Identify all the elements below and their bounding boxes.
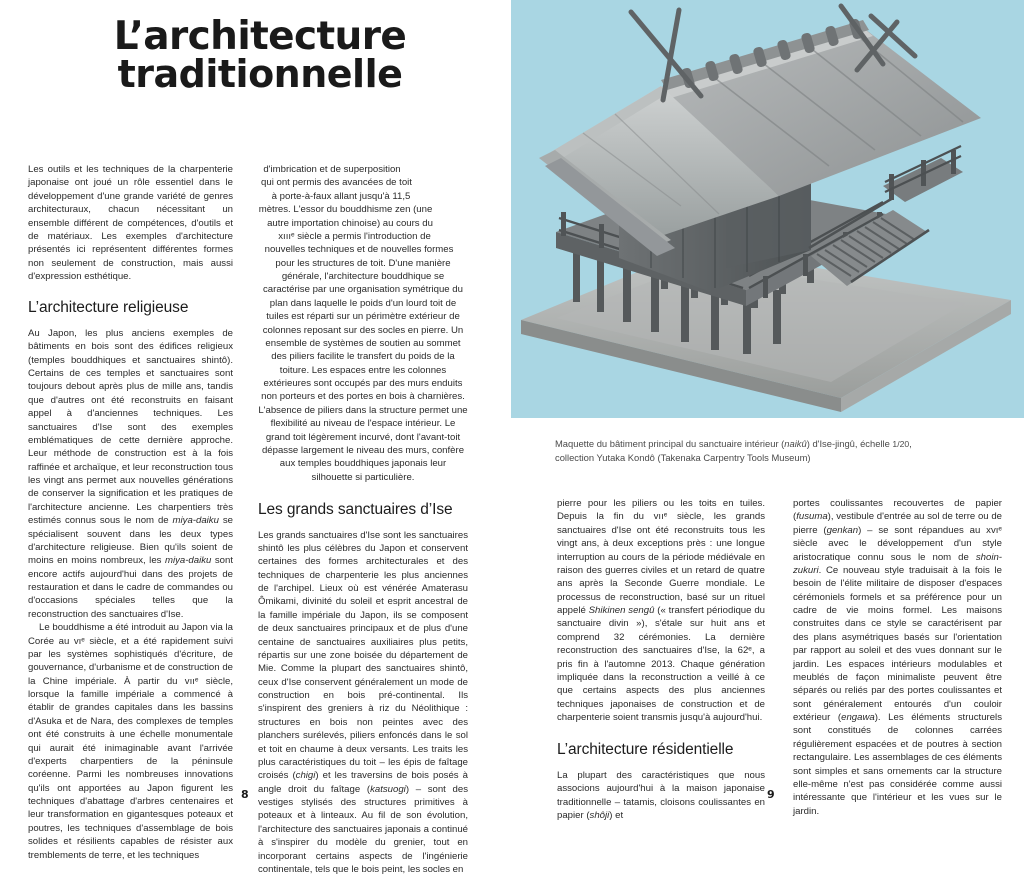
- col1-p1-part-a: Au Japon, les plus anciens exemples de bâtiments en bois sont des édifices religieux (temples bouddhiques et sanctuaires shintô). Certains de ces temples et sanctuaires sont toujours debout après plus de mille ans, tandis que d'autres ont été reconstruits en faisant appel à d'anciennes techniques. Les sanctuaires d'Ise sont des exemples emblématiques de cette dernière approche. Leur méthode de construction est à la fois raffinée et archaïque, et leur reconstruction tous les vingt ans permet aux nouvelles générations de conserver la signification et les pratiques de l'architecture ancienne. Les charpentiers très estimés connus sous le nom de: [28, 327, 233, 527]
- col4-paragraph-1: [793, 497, 1002, 818]
- photo-caption: [555, 437, 1005, 464]
- caption-line-2: collection Yutaka Kondô (Takenaka Carpentry Tools Museum): [555, 451, 811, 463]
- col4-italic-engawa: engawa: [841, 712, 875, 723]
- col1-paragraph-2: Le bouddhisme a été introduit au Japon via la Corée au vıᵉ siècle, et a été rapidement suivi par les systèmes sophistiqués d'écriture, de gouvernance, d'urbanisme et de construction de la Chine impériale. À partir du vııᵉ siècle, lorsque la famille impériale a commencé à établir de grandes capitales dans les bassins d'Asuka et de Nara, des complexes de temples ont été construits à une échelle monumentale qui aurait été inimaginable avant l'arrivée d'experts charpentiers de la péninsule coréenne. Parmi les nombreuses innovations qu'ils ont apportées au Japon figurent les techniques d'abattage d'arbres centenaires et leur transformation en gigantesques poteaux et poutres, les techniques d'assemblage de bois solides et résilients capables de résister aux tremblements de terre, et les techniques: [28, 622, 233, 861]
- caption-italic-naiku: naikû: [784, 438, 807, 449]
- caption-text-2: ) d'Ise-jingû, échelle: [806, 438, 893, 449]
- col3-p2-part-a: La plupart des caractéristiques que nous associons aujourd'hui à la maison japonaise traditionnelle – tatamis, cloisons coulissantes en papier (: [557, 769, 765, 822]
- col1-p1-italic-miya-daiku-1: miya-daiku: [172, 515, 219, 527]
- heading-sanctuaires-ise: Les grands sanctuaires d’Ise: [258, 501, 453, 518]
- col3-p1-italic-shikinen-sengu: Shikinen sengû: [588, 605, 655, 616]
- col2-p2-part-a: Les grands sanctuaires d'Ise sont les sanctuaires shintô les plus célèbres du Japon et conservent certaines des formes architecturales et des techniques de charpenterie les plus anciennes de l'archipel. Lieux où est vénérée Amaterasu Ômikami, divinité du soleil et esprit ancestral de la famille impériale du Japon, ils se composent de deux sanctuaires principaux et de plus d'une centaine de sanctuaires auxiliaires plus petits, répartis sur une zone boisée du département de Mie. Comme la plupart des sanctuaires shintô, ceux d'Ise conservent généralement un mode de construction en bois pré-continental. Ils s'inspirent des greniers à riz du Néolithique : structures en bois non peintes avec des planchers surélevés, piliers enfoncés dans le sol et toit en chaume à deux versants. Les traits les plus caractéristiques du toit – les épis de faîtage croisés (: [258, 529, 468, 782]
- col2-paragraph-2: [258, 529, 468, 876]
- col1-p1-part-c: sont encore actifs aujourd'hui dans des projets de restauration et dans le cadre de commandes ou d'occasions spéciales telles que la reconstruction des sanctuaires d'Ise.: [28, 555, 233, 620]
- heading-architecture-religieuse: L’architecture religieuse: [28, 299, 189, 317]
- col4-part-e: ). Les éléments structurels sont constitués de colonnes carrées régulièrement espacées et de poutres à section rectangulaire. Les assemblages de ces éléments sont simples et sans ornements car la structure elle-même n'est pas considérée comme aussi intéressante que l'intérieur et les vues sur le jardin.: [793, 712, 1002, 817]
- text-column-4: [793, 497, 1002, 818]
- caption-text-3: ,: [909, 438, 912, 449]
- col4-part-d: . Ce nouveau style traduisait à la fois le besoin de l'élite militaire de disposer d'espaces cérémoniels formels et sa préférence pour un cadre de vie moins formel. Les maisons construites dans ce style se caractérisent par des plans asymétriques basés sur l'orientation par rapport au soleil et des vues donnant sur le jardin. Les espaces intérieurs modulables et meublés de façon minimaliste peuvent être séparés ou reliés par des portes coulissantes et sont généralement entourés d'un couloir extérieur (: [793, 564, 1002, 723]
- page-title: [95, 14, 425, 97]
- caption-scale-fraction: 1/20: [892, 439, 910, 449]
- col3-p2-italic-shoji: shôji: [589, 810, 610, 822]
- heading-architecture-residentielle: L’architecture résidentielle: [557, 741, 734, 759]
- col2-paragraph-1: d'imbrication et de superposition qui ont permis des avancées de toit à porte-à-faux allant jusqu'à 11,5 mètres. L'essor du bouddhisme zen (une autre importation chinoise) au cours du xıııᵉ siècle a permis l'introduction de nouvelles techniques et de nouvelles formes pour les structures de toit. D'une manière générale, l'architecture bouddhique se caractérise par une organisation symétrique du plan dans laquelle le poids d'un lourd toit de tuiles est réparti sur un périmètre extérieur de colonnes reposant sur des socles en pierre. Un ensemble de systèmes de soutien au sommet des piliers facilite le transfert du poids de la toiture. Les espaces entre les colonnes extérieures sont occupés par des murs enduits non porteurs et des portes en bois à charnières. L'absence de piliers dans la structure permet une flexibilité au niveau de l'espace intérieur. Le grand toit légèrement incurvé, dont l'avant-toit dépasse largement le niveau des murs, confère aux temples bouddhiques japonais leur silhouette si particulière.: [258, 164, 468, 483]
- page-title-line-1: L’architecture: [113, 14, 407, 59]
- col3-paragraph-2: [557, 769, 765, 823]
- page-number-right: 9: [767, 788, 775, 801]
- text-column-1: [28, 163, 233, 862]
- col1-p1-part-b: se spécialisent souvent dans les deux types d'architecture religieuse. Bien qu'ils soient de moins en moins nombreux, les: [28, 515, 233, 567]
- col4-italic-fusuma: fusuma: [796, 511, 828, 523]
- col4-part-c: ) – se sont répandues au xvıᵉ siècle avec le développement d'un style aristocratique connu sous le nom de: [793, 524, 1002, 563]
- col4-part-a: portes coulissantes recouvertes de papier (: [793, 498, 1002, 523]
- page-number-left: 8: [241, 788, 249, 801]
- shrine-model-illustration: [511, 0, 1024, 418]
- intro-paragraph: Les outils et les techniques de la charpenterie japonaise ont joué un rôle essentiel dans le développement d'une grande variété de genres architecturaux, chacun nécessitant un ensemble différent de compétences, d'outils et de matériaux. Les exemples d'architecture présentés ici représentent différentes formes non seulement de construction, mais aussi d'expression esthétique.: [28, 164, 233, 282]
- col3-p1-part-a: pierre pour les piliers ou les toits en tuiles. Depuis la fin du vııᵉ siècle, les grands sanctuaires d'Ise ont été reconstruits tous les vingt ans, à deux exceptions près : une longue interruption au cours de la période médiévale en raison des guerres civiles et un retard de quatre ans après la Seconde Guerre mondiale. Le processus de reconstruction, basé sur un rituel appelé: [557, 498, 765, 616]
- col3-paragraph-1: [557, 497, 765, 724]
- col3-p2-part-b: ) et: [609, 810, 624, 822]
- page-title-line-2: traditionnelle: [117, 52, 403, 97]
- col4-italic-genkan: genkan: [826, 524, 859, 536]
- col2-p2-part-b: ) et les traversins de bois posés à angle droit du faîtage (: [258, 770, 468, 795]
- col1-paragraph-1: [28, 327, 233, 621]
- col4-italic-shoin-zukuri: shoin-zukuri: [793, 551, 1002, 576]
- shrine-model-photo: [511, 0, 1024, 418]
- col2-p2-italic-chigi: chigi: [295, 770, 316, 782]
- caption-text-1: Maquette du bâtiment principal du sanctuaire intérieur (: [555, 438, 785, 449]
- text-column-2: [258, 163, 468, 876]
- text-column-3: [557, 497, 765, 822]
- col2-p2-italic-katsuogi: katsuogi: [370, 783, 406, 795]
- col4-part-b: ), vestibule d'entrée au sol de terre ou de pierre (: [793, 511, 1002, 536]
- col2-p2-part-c: ) – sont des vestiges stylisés des structures primitives à poteaux et à linteaux. Au fil de son évolution, l'architecture des sanctuaires japonais a continué à s'inspirer du modèle du grenier, tout en incorporant certains aspects de l'ingénierie continentale, tels que le bois peint, les socles en: [258, 783, 468, 875]
- col3-p1-part-b: (« transfert périodique du sanctuaire divin »), s'étale sur huit ans et comprend 32 cérémonies. La dernière reconstruction des sanctuaires d'Ise, la 62ᵉ, a pris fin à l'automne 2013. Chaque génération impliquée dans la reconstruction a veillé à ce que certains aspects des plus anciennes techniques japonaises de construction et de charpenterie soient transmis jusqu'à aujourd'hui.: [557, 605, 765, 723]
- col1-p1-italic-miya-daiku-2: miya-daiku: [164, 555, 212, 567]
